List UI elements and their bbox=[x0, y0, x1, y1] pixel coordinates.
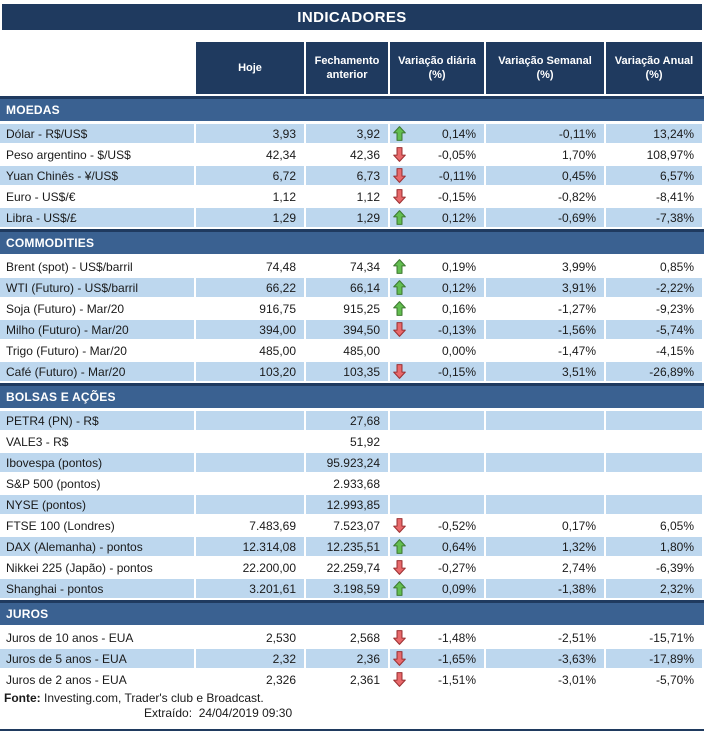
hoje-value: 2,32 bbox=[196, 649, 304, 668]
variacao-semanal-value: 0,17% bbox=[486, 516, 604, 535]
fechamento-anterior-value: 2,36 bbox=[306, 649, 388, 668]
hoje-value: 2,530 bbox=[196, 628, 304, 647]
variacao-anual-value: -6,39% bbox=[606, 558, 702, 577]
variacao-anual-value bbox=[606, 453, 702, 472]
variacao-diaria-cell bbox=[390, 299, 484, 318]
row-label: Nikkei 225 (Japão) - pontos bbox=[0, 558, 194, 577]
fechamento-anterior-value: 1,12 bbox=[306, 187, 388, 206]
extracted-timestamp: 24/04/2019 09:30 bbox=[198, 706, 293, 720]
down-arrow-icon bbox=[390, 322, 409, 337]
variacao-semanal-value: -3,01% bbox=[486, 670, 604, 689]
table-row-juros-de-5-anos-eua bbox=[0, 649, 704, 668]
hoje-value: 42,34 bbox=[196, 145, 304, 164]
variacao-diaria-cell bbox=[390, 362, 484, 381]
row-label: Trigo (Futuro) - Mar/20 bbox=[0, 341, 194, 360]
column-header-variacao-diaria: Variação diária (%) bbox=[390, 42, 484, 94]
table-header bbox=[0, 42, 704, 94]
row-label: FTSE 100 (Londres) bbox=[0, 516, 194, 535]
hoje-value: 22.200,00 bbox=[196, 558, 304, 577]
variacao-semanal-value: -2,51% bbox=[486, 628, 604, 647]
fechamento-anterior-value: 915,25 bbox=[306, 299, 388, 318]
source-footer bbox=[0, 691, 704, 721]
table-row-yuan-chines-us bbox=[0, 166, 704, 185]
table-row-vale3-r bbox=[0, 432, 704, 451]
row-label: VALE3 - R$ bbox=[0, 432, 194, 451]
hoje-value: 2,326 bbox=[196, 670, 304, 689]
fechamento-anterior-value: 6,73 bbox=[306, 166, 388, 185]
variacao-anual-value: 1,80% bbox=[606, 537, 702, 556]
variacao-semanal-value bbox=[486, 453, 604, 472]
variacao-diaria-cell bbox=[390, 341, 484, 360]
row-label: NYSE (pontos) bbox=[0, 495, 194, 514]
up-arrow-icon bbox=[390, 126, 409, 141]
variacao-semanal-value: 1,32% bbox=[486, 537, 604, 556]
row-label: Yuan Chinês - ¥/US$ bbox=[0, 166, 194, 185]
variacao-diaria-cell bbox=[390, 474, 484, 493]
hoje-value: 7.483,69 bbox=[196, 516, 304, 535]
fechamento-anterior-value: 3,92 bbox=[306, 124, 388, 143]
variacao-anual-value: 13,24% bbox=[606, 124, 702, 143]
variacao-anual-value bbox=[606, 474, 702, 493]
variacao-anual-value: -4,15% bbox=[606, 341, 702, 360]
fechamento-anterior-value: 12.235,51 bbox=[306, 537, 388, 556]
variacao-diaria-cell bbox=[390, 670, 484, 689]
variacao-diaria-value: 0,64% bbox=[441, 539, 476, 554]
hoje-value: 66,22 bbox=[196, 278, 304, 297]
variacao-diaria-value: 0,12% bbox=[441, 210, 476, 225]
variacao-diaria-value: -0,05% bbox=[437, 147, 476, 162]
hoje-value bbox=[196, 474, 304, 493]
down-arrow-icon bbox=[390, 364, 409, 379]
source-line bbox=[4, 691, 704, 706]
variacao-diaria-cell bbox=[390, 145, 484, 164]
fechamento-anterior-value: 2.933,68 bbox=[306, 474, 388, 493]
row-label: S&P 500 (pontos) bbox=[0, 474, 194, 493]
table-row-dolar-r-us bbox=[0, 124, 704, 143]
table-row-nyse-pontos bbox=[0, 495, 704, 514]
variacao-diaria-value: -0,27% bbox=[437, 560, 476, 575]
row-label: Peso argentino - $/US$ bbox=[0, 145, 194, 164]
variacao-diaria-cell bbox=[390, 649, 484, 668]
down-arrow-icon bbox=[390, 518, 409, 533]
section-header-juros: JUROS bbox=[0, 600, 704, 625]
fechamento-anterior-value: 485,00 bbox=[306, 341, 388, 360]
column-header-variacao-semanal: Variação Semanal (%) bbox=[486, 42, 604, 94]
hoje-value: 1,29 bbox=[196, 208, 304, 227]
variacao-anual-value: -7,38% bbox=[606, 208, 702, 227]
hoje-value bbox=[196, 453, 304, 472]
variacao-semanal-value: 2,74% bbox=[486, 558, 604, 577]
variacao-anual-value: -5,70% bbox=[606, 670, 702, 689]
row-label: WTI (Futuro) - US$/barril bbox=[0, 278, 194, 297]
variacao-anual-value: 6,05% bbox=[606, 516, 702, 535]
hoje-value bbox=[196, 432, 304, 451]
variacao-semanal-value bbox=[486, 411, 604, 430]
hoje-value: 1,12 bbox=[196, 187, 304, 206]
variacao-diaria-cell bbox=[390, 432, 484, 451]
variacao-semanal-value: 3,91% bbox=[486, 278, 604, 297]
variacao-diaria-cell bbox=[390, 537, 484, 556]
variacao-anual-value: -15,71% bbox=[606, 628, 702, 647]
variacao-diaria-cell bbox=[390, 411, 484, 430]
hoje-value: 394,00 bbox=[196, 320, 304, 339]
extracted-label: Extraído: bbox=[144, 706, 193, 720]
down-arrow-icon bbox=[390, 630, 409, 645]
source-label: Fonte: bbox=[4, 691, 41, 705]
header-corner-cell bbox=[0, 42, 194, 94]
table-row-s-p-500-pontos bbox=[0, 474, 704, 493]
table-row-peso-argentino-us bbox=[0, 145, 704, 164]
variacao-diaria-cell bbox=[390, 124, 484, 143]
hoje-value: 6,72 bbox=[196, 166, 304, 185]
fechamento-anterior-value: 7.523,07 bbox=[306, 516, 388, 535]
variacao-diaria-value: -0,13% bbox=[437, 322, 476, 337]
hoje-value: 12.314,08 bbox=[196, 537, 304, 556]
table-row-trigo-futuro-mar-20 bbox=[0, 341, 704, 360]
up-arrow-icon bbox=[390, 210, 409, 225]
fechamento-anterior-value: 103,35 bbox=[306, 362, 388, 381]
down-arrow-icon bbox=[390, 189, 409, 204]
variacao-diaria-value: -0,11% bbox=[438, 168, 476, 183]
variacao-anual-value: 108,97% bbox=[606, 145, 702, 164]
variacao-anual-value: 0,85% bbox=[606, 257, 702, 276]
variacao-diaria-value: 0,09% bbox=[441, 581, 476, 596]
down-arrow-icon bbox=[390, 651, 409, 666]
fechamento-anterior-value: 27,68 bbox=[306, 411, 388, 430]
fechamento-anterior-value: 394,50 bbox=[306, 320, 388, 339]
variacao-diaria-cell bbox=[390, 453, 484, 472]
down-arrow-icon bbox=[390, 147, 409, 162]
variacao-semanal-value: -1,47% bbox=[486, 341, 604, 360]
variacao-diaria-value: -1,51% bbox=[437, 672, 476, 687]
row-label: Juros de 5 anos - EUA bbox=[0, 649, 194, 668]
variacao-diaria-cell bbox=[390, 516, 484, 535]
variacao-anual-value: -17,89% bbox=[606, 649, 702, 668]
fechamento-anterior-value: 1,29 bbox=[306, 208, 388, 227]
table-row-nikkei-225-japao-pontos bbox=[0, 558, 704, 577]
up-arrow-icon bbox=[390, 259, 409, 274]
row-label: Dólar - R$/US$ bbox=[0, 124, 194, 143]
row-label: Café (Futuro) - Mar/20 bbox=[0, 362, 194, 381]
row-label: Libra - US$/£ bbox=[0, 208, 194, 227]
variacao-diaria-value: 0,19% bbox=[441, 259, 476, 274]
variacao-diaria-cell bbox=[390, 495, 484, 514]
table-row-milho-futuro-mar-20 bbox=[0, 320, 704, 339]
variacao-anual-value: 2,32% bbox=[606, 579, 702, 598]
variacao-diaria-value: 0,16% bbox=[441, 301, 476, 316]
table-row-ftse-100-londres bbox=[0, 516, 704, 535]
variacao-semanal-value: -0,11% bbox=[486, 124, 604, 143]
section-header-commodities: COMMODITIES bbox=[0, 229, 704, 254]
row-label: Shanghai - pontos bbox=[0, 579, 194, 598]
variacao-anual-value: -2,22% bbox=[606, 278, 702, 297]
table-row-libra-us bbox=[0, 208, 704, 227]
fechamento-anterior-value: 51,92 bbox=[306, 432, 388, 451]
variacao-semanal-value: 0,45% bbox=[486, 166, 604, 185]
fechamento-anterior-value: 12.993,85 bbox=[306, 495, 388, 514]
column-header-fechamento-anterior: Fechamento anterior bbox=[306, 42, 388, 94]
table-row-dax-alemanha-pontos bbox=[0, 537, 704, 556]
variacao-diaria-cell bbox=[390, 166, 484, 185]
page-title: INDICADORES bbox=[2, 4, 702, 30]
column-header-hoje: Hoje bbox=[196, 42, 304, 94]
section-header-moedas: MOEDAS bbox=[0, 96, 704, 121]
table-row-juros-de-2-anos-eua bbox=[0, 670, 704, 689]
hoje-value: 103,20 bbox=[196, 362, 304, 381]
variacao-semanal-value: -1,56% bbox=[486, 320, 604, 339]
table-row-ibovespa-pontos bbox=[0, 453, 704, 472]
column-header-variacao-anual: Variação Anual (%) bbox=[606, 42, 702, 94]
fechamento-anterior-value: 95.923,24 bbox=[306, 453, 388, 472]
variacao-anual-value bbox=[606, 432, 702, 451]
table-row-shanghai-pontos bbox=[0, 579, 704, 598]
row-label: Euro - US$/€ bbox=[0, 187, 194, 206]
row-label: Juros de 2 anos - EUA bbox=[0, 670, 194, 689]
variacao-semanal-value bbox=[486, 474, 604, 493]
hoje-value bbox=[196, 495, 304, 514]
indicators-report bbox=[0, 4, 704, 731]
hoje-value: 916,75 bbox=[196, 299, 304, 318]
variacao-semanal-value: -1,38% bbox=[486, 579, 604, 598]
variacao-diaria-cell bbox=[390, 257, 484, 276]
variacao-diaria-value: -0,15% bbox=[437, 189, 476, 204]
variacao-anual-value: -5,74% bbox=[606, 320, 702, 339]
variacao-semanal-value: 3,51% bbox=[486, 362, 604, 381]
down-arrow-icon bbox=[390, 672, 409, 687]
table-row-juros-de-10-anos-eua bbox=[0, 628, 704, 647]
variacao-diaria-value: -0,52% bbox=[437, 518, 476, 533]
down-arrow-icon bbox=[390, 560, 409, 575]
variacao-semanal-value bbox=[486, 495, 604, 514]
hoje-value: 3.201,61 bbox=[196, 579, 304, 598]
variacao-semanal-value: 3,99% bbox=[486, 257, 604, 276]
table-body bbox=[0, 96, 704, 689]
row-label: DAX (Alemanha) - pontos bbox=[0, 537, 194, 556]
variacao-semanal-value bbox=[486, 432, 604, 451]
hoje-value: 74,48 bbox=[196, 257, 304, 276]
fechamento-anterior-value: 2,568 bbox=[306, 628, 388, 647]
fechamento-anterior-value: 74,34 bbox=[306, 257, 388, 276]
row-label: Milho (Futuro) - Mar/20 bbox=[0, 320, 194, 339]
variacao-semanal-value: -0,69% bbox=[486, 208, 604, 227]
down-arrow-icon bbox=[390, 168, 409, 183]
fechamento-anterior-value: 66,14 bbox=[306, 278, 388, 297]
variacao-semanal-value: -0,82% bbox=[486, 187, 604, 206]
variacao-anual-value: -26,89% bbox=[606, 362, 702, 381]
hoje-value: 485,00 bbox=[196, 341, 304, 360]
table-row-wti-futuro-us-barril bbox=[0, 278, 704, 297]
up-arrow-icon bbox=[390, 539, 409, 554]
table-row-cafe-futuro-mar-20 bbox=[0, 362, 704, 381]
section-header-bolsas-e-acoes: BOLSAS E AÇÕES bbox=[0, 383, 704, 408]
row-label: Ibovespa (pontos) bbox=[0, 453, 194, 472]
variacao-diaria-value: 0,12% bbox=[441, 280, 476, 295]
table-row-euro-us bbox=[0, 187, 704, 206]
variacao-anual-value bbox=[606, 411, 702, 430]
row-label: Soja (Futuro) - Mar/20 bbox=[0, 299, 194, 318]
row-label: Juros de 10 anos - EUA bbox=[0, 628, 194, 647]
variacao-diaria-cell bbox=[390, 187, 484, 206]
up-arrow-icon bbox=[390, 280, 409, 295]
hoje-value bbox=[196, 411, 304, 430]
hoje-value: 3,93 bbox=[196, 124, 304, 143]
up-arrow-icon bbox=[390, 581, 409, 596]
variacao-anual-value: -9,23% bbox=[606, 299, 702, 318]
variacao-anual-value bbox=[606, 495, 702, 514]
variacao-semanal-value: 1,70% bbox=[486, 145, 604, 164]
variacao-diaria-cell bbox=[390, 558, 484, 577]
variacao-diaria-value: 0,14% bbox=[441, 126, 476, 141]
variacao-semanal-value: -1,27% bbox=[486, 299, 604, 318]
variacao-anual-value: -8,41% bbox=[606, 187, 702, 206]
row-label: Brent (spot) - US$/barril bbox=[0, 257, 194, 276]
variacao-diaria-cell bbox=[390, 278, 484, 297]
variacao-diaria-value: -1,48% bbox=[437, 630, 476, 645]
extracted-line bbox=[4, 706, 704, 721]
table-row-petr4-pn-r bbox=[0, 411, 704, 430]
variacao-diaria-value: -0,15% bbox=[437, 364, 476, 379]
variacao-diaria-cell bbox=[390, 579, 484, 598]
variacao-diaria-cell bbox=[390, 628, 484, 647]
fechamento-anterior-value: 2,361 bbox=[306, 670, 388, 689]
table-row-brent-spot-us-barril bbox=[0, 257, 704, 276]
source-text: Investing.com, Trader's club e Broadcast. bbox=[40, 691, 264, 705]
fechamento-anterior-value: 42,36 bbox=[306, 145, 388, 164]
table-row-soja-futuro-mar-20 bbox=[0, 299, 704, 318]
variacao-diaria-value: 0,00% bbox=[441, 343, 476, 358]
variacao-anual-value: 6,57% bbox=[606, 166, 702, 185]
row-label: PETR4 (PN) - R$ bbox=[0, 411, 194, 430]
variacao-semanal-value: -3,63% bbox=[486, 649, 604, 668]
fechamento-anterior-value: 22.259,74 bbox=[306, 558, 388, 577]
variacao-diaria-value: -1,65% bbox=[437, 651, 476, 666]
up-arrow-icon bbox=[390, 301, 409, 316]
fechamento-anterior-value: 3.198,59 bbox=[306, 579, 388, 598]
variacao-diaria-cell bbox=[390, 320, 484, 339]
variacao-diaria-cell bbox=[390, 208, 484, 227]
